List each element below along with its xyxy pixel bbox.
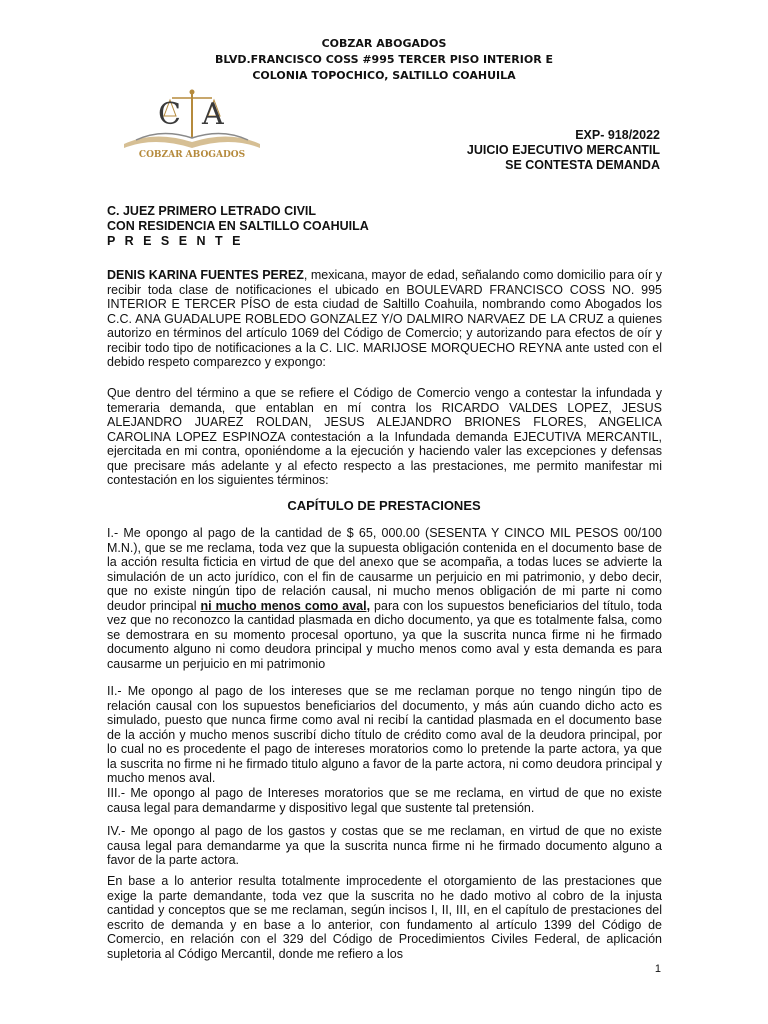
item-1-paragraph — [107, 526, 662, 671]
firm-logo — [114, 86, 270, 160]
item-3-paragraph: III.- Me opongo al pago de Intereses moratorios que se me reclama, en virtud de que no existe causa legal para demandarme y dispositivo legal que sustente tal pretensión. — [107, 786, 662, 815]
case-type: JUICIO EJECUTIVO MERCANTIL — [466, 143, 660, 157]
item-1-emphasis: ni mucho menos como aval, — [200, 598, 371, 613]
item-1-text-before: I.- Me opongo al pago de la cantidad de $ 65, 000.00 (SESENTA Y CINCO MIL PESOS 00/100 M.N.), que se me reclama, toda vez que la supuesta obligación contenida en el documento base de la acción resulta ficticia en virtud de que del anexo que se acompaña, a todas luces se advierte la simulación de un acto jurídico, con el fin de causarme un perjuicio en mi patrimonio, y debo decir, que no existe ningún tipo de relación causal, ni mucho menos obligación de mi parte ni como deudor principal — [107, 526, 662, 613]
intro-paragraph — [107, 268, 662, 370]
logo-letter-c: C — [158, 97, 181, 132]
contest-paragraph: Que dentro del término a que se refiere el Código de Comercio vengo a contestar la infundada y temeraria demanda, que entablan en mí contra los RICARDO VALDES LOPEZ, JESUS ALEJANDRO JUAREZ ROLDAN, JESUS ALEJANDRO BRIONES FLORES, ANGELICA CAROLINA LOPEZ ESPINOZA contestación a la Infundada demanda EJECUTIVA MERCANTIL, ejercitada en mi contra, oponiéndome a la ejecución y haciendo valer las excepciones y defensas que precisare más adelante y al efecto respecto a las prestaciones, me permito manifestar mi contestación en los siguientes términos: — [107, 386, 662, 487]
intro-text: , mexicana, mayor de edad, señalando como domicilio para oír y recibir toda clase de notificaciones el ubicado en BOULEVARD FRANCISCO COSS NO. 995 INTERIOR E TERCER PÍSO de esta ciudad de Saltillo Coahuila, nombrando como Abogados los C.C. ANA GUADALUPE ROBLEDO GONZALEZ Y/O DALMIRO NARVAEZ DE LA CRUZ a quienes autorizo en términos del artículo 1069 del Código de Comercio; y autorizando para efectos de oír y recibir todo tipo de notificaciones a la C. LIC. MARIJOSE MORQUECHO REYNA ante usted con el debido respeto comparezco y expongo: — [107, 268, 663, 369]
logo-caption: COBZAR ABOGADOS — [138, 150, 246, 160]
case-number: EXP- 918/2022 — [575, 128, 660, 142]
chapter-heading: CAPÍTULO DE PRESTACIONES — [287, 498, 481, 513]
addressee-judge: C. JUEZ PRIMERO LETRADO CIVIL — [107, 204, 317, 218]
letterhead-address-line: BLVD.FRANCISCO COSS #995 TERCER PISO INTERIOR E — [214, 53, 554, 66]
defendant-name: DENIS KARINA FUENTES PEREZ — [107, 268, 304, 282]
closing-paragraph: En base a lo anterior resulta totalmente improcedente el otorgamiento de las prestaciones que exige la parte demandante, toda vez que la suscrita no he dado motivo al cobro de la injusta cantidad y conceptos que se me reclaman, según incisos I, II, III, en el capítulo de prestaciones del escrito de demanda y en base a lo anterior, con fundamento al artículo 1399 del Código de Comercio, en relación con el 329 del Código de Procedimientos Civiles Federal, de aplicación supletoria al Código Mercantil, donde me refiero a los — [107, 874, 662, 961]
case-header — [467, 128, 660, 173]
page-number: 1 — [654, 963, 661, 975]
item-1-text-after: para con los supuestos beneficiarios del título, toda vez que no reconozco la cantidad plasmada en dicho documento, ya que es totalmente falsa, como se demostrara en su momento procesal oportuno, ya que la suscrita nunca firme ni he firmado documento alguno ni como deudora principal y mucho menos como aval y esta demanda es para causarme un perjuicio en mi patrimonio — [107, 598, 663, 671]
addressee-presente: P R E S E N T E — [107, 234, 244, 248]
letterhead-firm-name: COBZAR ABOGADOS — [321, 37, 447, 50]
addressee-residence: CON RESIDENCIA EN SALTILLO COAHUILA — [107, 219, 369, 233]
logo-letter-a: A — [202, 97, 224, 132]
item-4-paragraph: IV.- Me opongo al pago de los gastos y costas que se me reclaman, en virtud de que no existe causa legal para demandarme ya que la suscrita nunca firme ni he firmado documento alguno a favor de la parte actora. — [107, 824, 662, 867]
letterhead-city-line: COLONIA TOPOCHICO, SALTILLO COAHUILA — [252, 69, 516, 82]
scales-of-justice-book-icon — [114, 86, 270, 160]
case-subject: SE CONTESTA DEMANDA — [505, 158, 660, 172]
item-2-paragraph: II.- Me opongo al pago de los intereses que se me reclaman porque no tengo ningún tipo de relación causal con los supuestos beneficiarios del documento, y más aún cuando dicho acto es simulado, puesto que nunca firme como aval ni recibí la cantidad plasmada en el documento base de la acción y mucho menos suscribí dicho título de crédito como aval de la deudora principal, por lo cual no es procedente el pago de intereses moratorios como lo pretende la parte actora, ya que la suscrita no firme ni he firmado titulo alguno a favor de la parte actora, ni como deudora principal y mucho menos aval. — [107, 684, 662, 785]
addressee-block — [107, 204, 369, 249]
